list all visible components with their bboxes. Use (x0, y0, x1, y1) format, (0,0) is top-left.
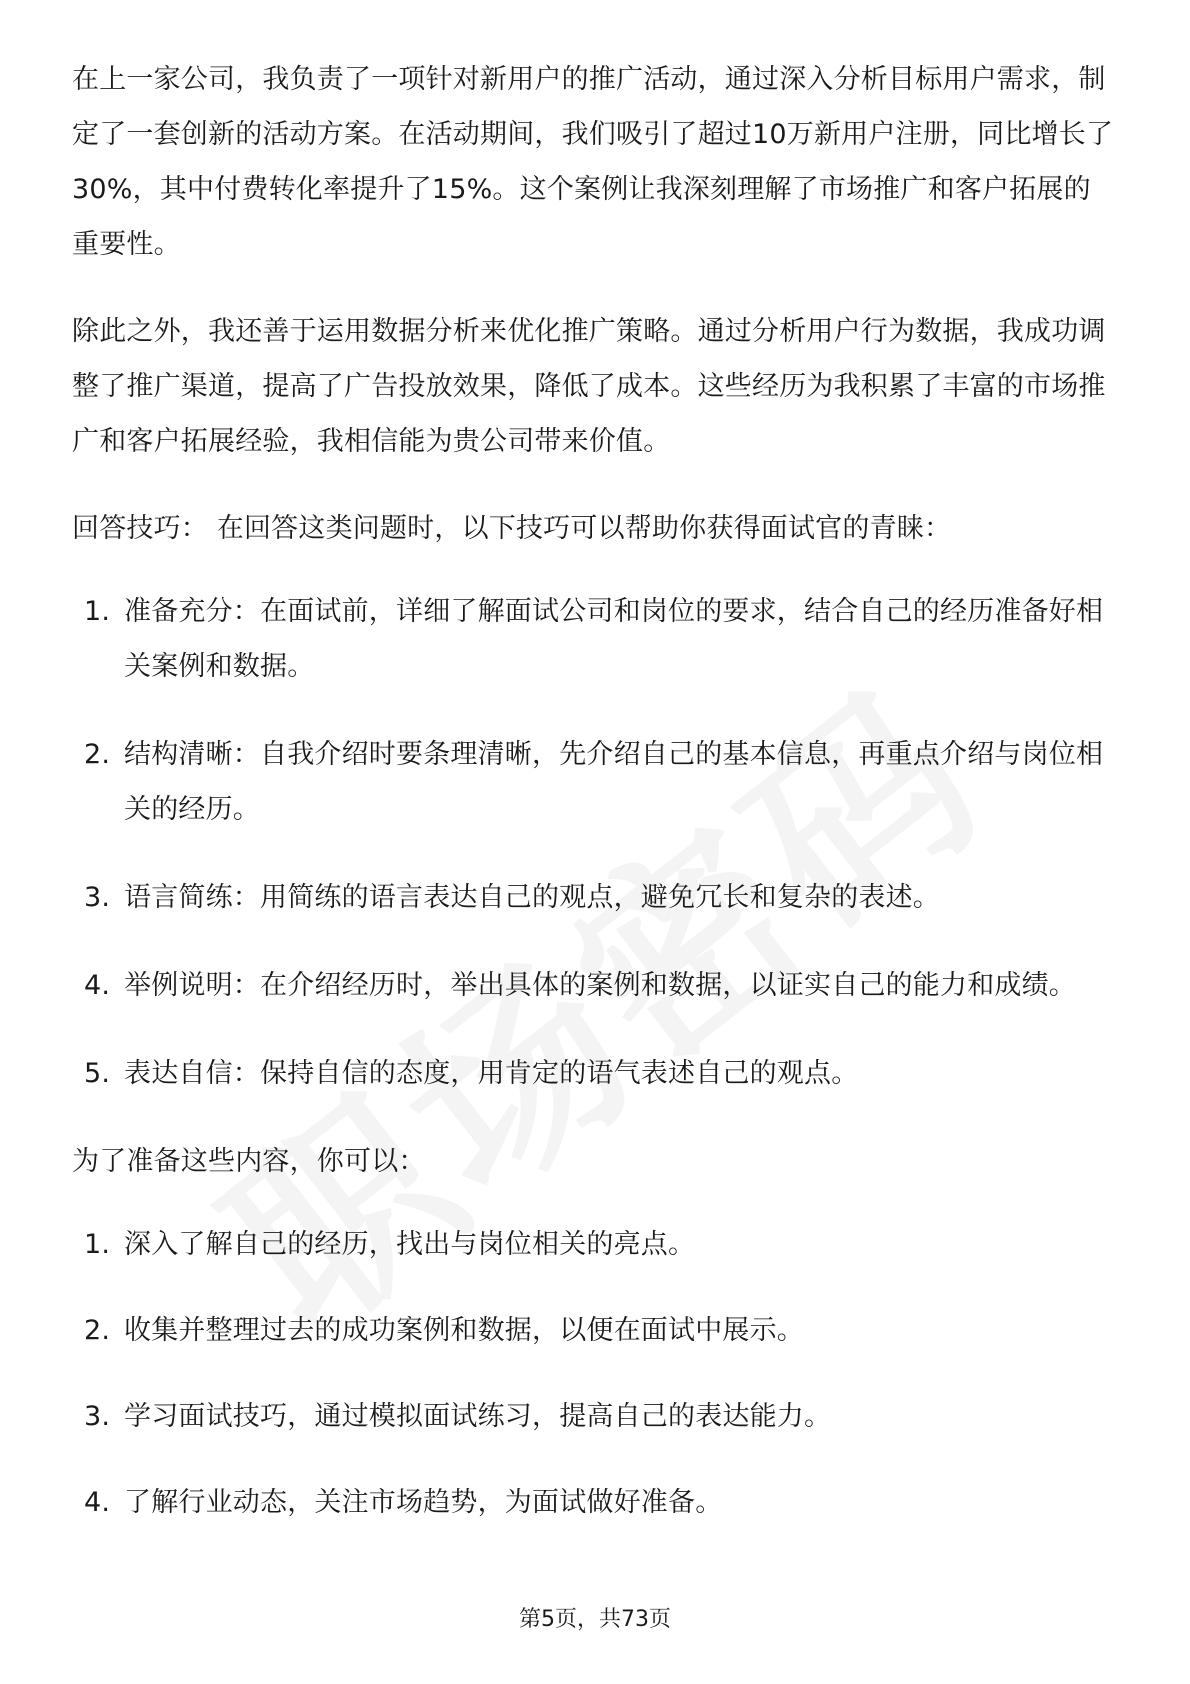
list-item (72, 1217, 1118, 1272)
list-item-text: 深入了解自己的经历，找出与岗位相关的亮点。 (124, 1229, 696, 1260)
tips-list (72, 584, 1118, 1101)
list-item-text: 了解行业动态，关注市场趋势，为面试做好准备。 (124, 1487, 723, 1518)
list-item (72, 1475, 1118, 1530)
document-body (72, 52, 1118, 1561)
paragraph-data-analysis: 除此之外，我还善于运用数据分析来优化推广策略。通过分析用户行为数据，我成功调整了推广渠道，提高了广告投放效果，降低了成本。这些经历为我积累了丰富的市场推广和客户拓展经验，我相信能为贵公司带来价值。 (72, 316, 1106, 457)
list-number: 2. (84, 1315, 111, 1346)
paragraph-prep-intro: 为了准备这些内容，你可以： (72, 1146, 426, 1177)
list-item-text: 准备充分：在面试前，详细了解面试公司和岗位的要求，结合自己的经历准备好相关案例和数据。 (124, 596, 1104, 682)
list-item-text: 收集并整理过去的成功案例和数据，以便在面试中展示。 (124, 1315, 804, 1346)
list-item-text: 举例说明：在介绍经历时，举出具体的案例和数据，以证实自己的能力和成绩。 (124, 970, 1076, 1001)
list-item (72, 870, 1118, 925)
list-number: 4. (84, 1487, 111, 1518)
list-number: 3. (84, 882, 111, 913)
list-item (72, 1046, 1118, 1101)
list-item-text: 学习面试技巧，通过模拟面试练习，提高自己的表达能力。 (124, 1401, 832, 1432)
paragraph-tips-intro: 回答技巧： 在回答这类问题时，以下技巧可以帮助你获得面试官的青睐： (72, 513, 952, 544)
list-item (72, 958, 1118, 1013)
list-number: 1. (84, 596, 111, 627)
page-footer: 第5页，共73页 (519, 1607, 671, 1632)
list-number: 3. (84, 1401, 111, 1432)
list-item-text: 结构清晰：自我介绍时要条理清晰，先介绍自己的基本信息，再重点介绍与岗位相关的经历。 (124, 739, 1104, 825)
list-number: 1. (84, 1229, 111, 1260)
list-item-text: 语言简练：用简练的语言表达自己的观点，避免冗长和复杂的表述。 (124, 882, 940, 913)
list-item (72, 727, 1118, 837)
prep-list (72, 1217, 1118, 1530)
list-number: 4. (84, 970, 111, 1001)
paragraph-experience: 在上一家公司，我负责了一项针对新用户的推广活动，通过深入分析目标用户需求，制定了一套创新的活动方案。在活动期间，我们吸引了超过10万新用户注册，同比增长了30%，其中付费转化率提升了15%。这个案例让我深刻理解了市场推广和客户拓展的重要性。 (72, 64, 1114, 260)
list-item (72, 584, 1118, 694)
list-item (72, 1303, 1118, 1358)
list-number: 5. (84, 1058, 111, 1089)
list-item-text: 表达自信：保持自信的态度，用肯定的语气表述自己的观点。 (124, 1058, 859, 1089)
list-item (72, 1389, 1118, 1444)
list-number: 2. (84, 739, 111, 770)
